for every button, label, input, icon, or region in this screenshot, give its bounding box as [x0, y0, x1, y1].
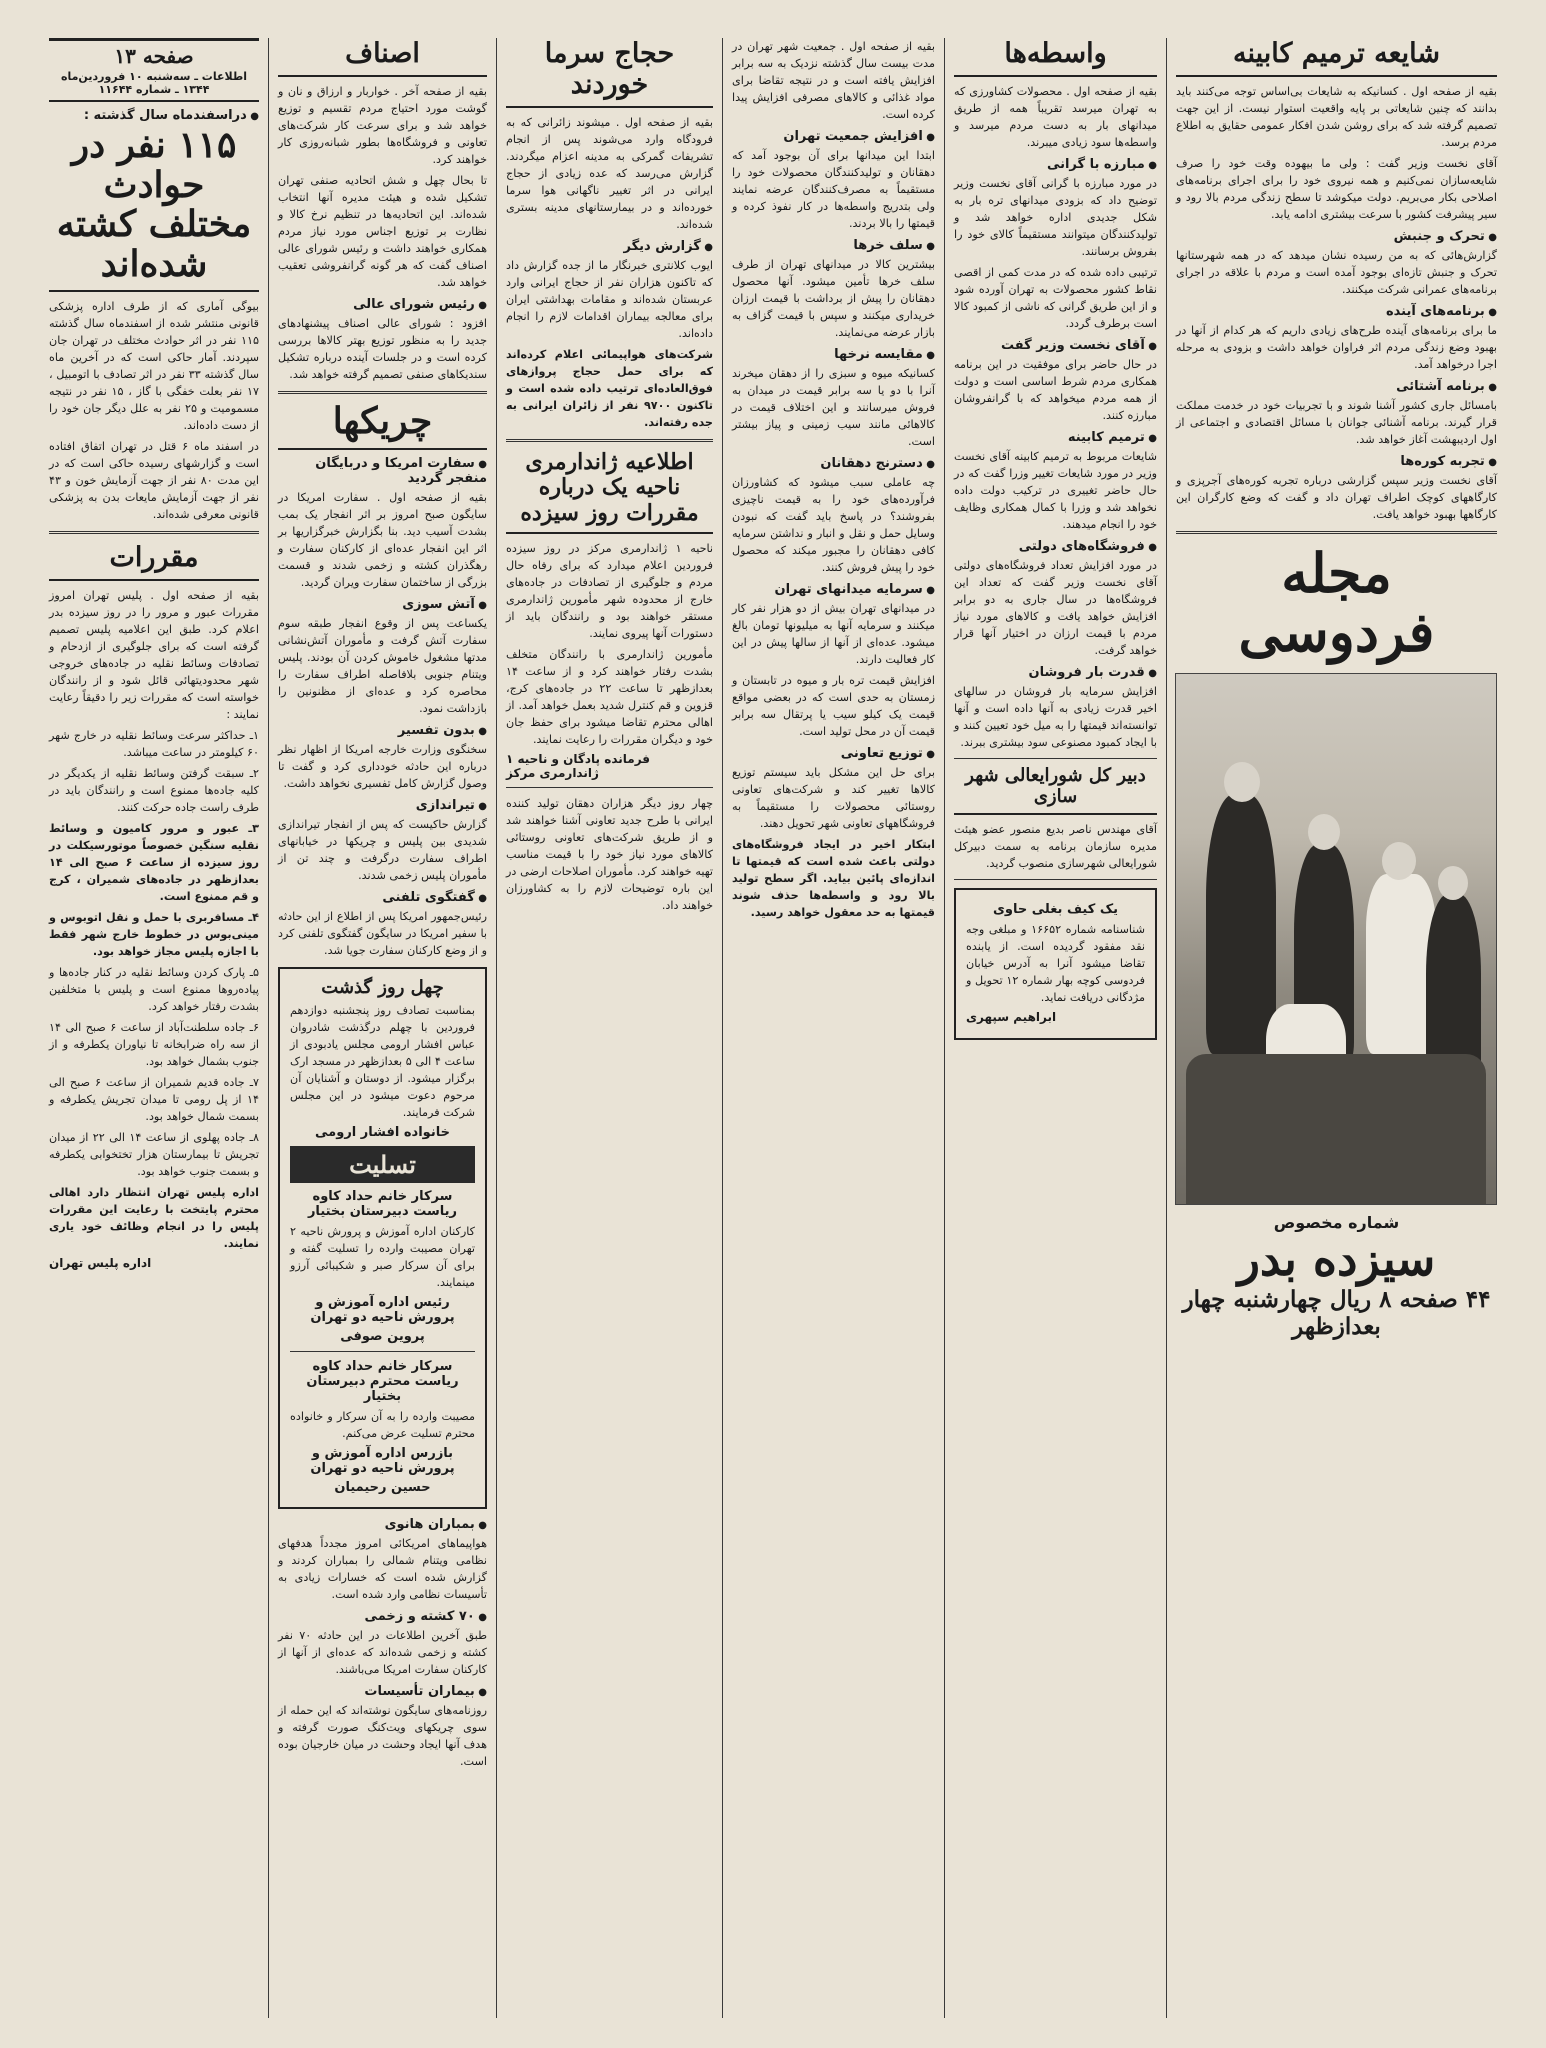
- ferdowsi-magazine-title: مجله فردوسی: [1238, 541, 1435, 665]
- memorial-signature: خانواده افشار ارومی: [315, 1124, 450, 1140]
- police-signature: اداره پلیس تهران: [49, 1256, 152, 1271]
- regulation-item: ۸ـ جاده پهلوی از ساعت ۱۴ الی ۲۲ از میدان تجریش تا بیمارستان هزار تختخوابی یکطرفه و بسمت جنوب خواهد بود.: [49, 1131, 259, 1179]
- article-text: بقیه از صفحه اول . کسانیکه به شایعات بی‌اساس توجه می‌کنند باید بدانند که چنین شایعاتی بر پایه واقعیت استوار نیست. از این جهت تصمیم گرفته شد که برای روشن شدن افکار عمومی حقایق به اطلاع مردم برسد.: [1176, 85, 1497, 150]
- condolence-2-text: مصیبت وارده را به آن سرکار و خانواده محترم تسلیت عرض می‌کنم.: [290, 1409, 475, 1440]
- column-grid: [40, 38, 1506, 2018]
- accidents-kicker: ● دراسفندماه سال گذشته :: [49, 108, 259, 123]
- article-text: بقیه از صفحه اول . جمعیت شهر تهران در مدت بیست سال گذشته نزدیک به سه برابر افزایش یافته است و در نتیجه تقاضا برای مواد غذائی و کالاهای مصرفی افزایش پیدا کرده است.: [732, 40, 935, 121]
- article-text: در مورد مبارزه با گرانی آقای نخست وزیر توضیح داد که بزودی میدانهای تره بار به شکل جدیدی اداره خواهد شد و تولیدکنندگان میتوانند مستقیماً کالای خود را بفروش برسانند.: [954, 177, 1157, 259]
- article-text: ابتکار اخیر در ایجاد فروشگاه‌های دولتی باعث شده است که قیمتها تا اندازه‌ای پائین بیاید. اگر سطح تولید بالا رود و واسطه‌ها حذف شوند قیمتها به حد معقول خواهد رسید.: [732, 838, 935, 919]
- headline-guilds: اصناف: [278, 38, 487, 77]
- divider: [278, 391, 487, 394]
- lost-wallet-text: شناسنامه شماره ۱۶۶۵۲ و مبلغی وجه نقد مفقود گردیده است. از یابنده تقاضا میشود آنرا به آدرس خیابان فردوسی کوچه بهار شماره ۱۲ تحویل و مژدگانی دریافت نماید.: [966, 923, 1146, 1005]
- subheading: ● سلف خرها: [732, 238, 935, 253]
- subheading: ● ترمیم کابینه: [954, 430, 1157, 445]
- article-text: رئیس‌جمهور امریکا پس از اطلاع از این حادثه با سفیر امریکا در سایگون گفتگوی تلفنی کرد و از وضع کارکنان سفارت جویا شد.: [278, 909, 487, 957]
- article-text: بقیه از صفحه اول . محصولات کشاورزی که به تهران میرسد تقریباً همه از طریق میدانهای بار به دست مردم میرسد و واسطه‌ها سود زیادی میبرند.: [954, 85, 1157, 150]
- subheading: ● دسترنج دهقانان: [732, 456, 935, 471]
- subheading: ● بدون تفسیر: [278, 723, 487, 738]
- column-pilgrims: [496, 38, 722, 2018]
- divider: [506, 439, 713, 442]
- special-issue-label: شماره مخصوص: [1273, 1212, 1400, 1232]
- condolence-1-name: پروین صوفی: [340, 1328, 425, 1344]
- article-text: چه عاملی سبب میشود که کشاورزان فرآورده‌های خود را به قیمت ناچیزی بفروشند؟ در پاسخ باید گفت که نبودن وسایل حمل و نقل و انبار و نداشتن سرمایه کافی دهقانان را مجبور میکند که محصول خود را پیش فروش کنند.: [732, 476, 935, 574]
- article-text: چهار روز دیگر هزاران دهقان تولید کننده ایرانی با طرح جدید تعاونی آشنا خواهند شد و از طریق شرکت‌های تعاونی روستائی کالاهای مورد نیاز خود را با قیمت مناسب تهیه خواهند کرد. مأموران اصلاحات ارضی در این باره توضیحات لازم را به کشاورزان خواهند داد.: [506, 796, 713, 912]
- headline-regulations: مقررات: [49, 542, 259, 581]
- subheading: ● تجربه کوره‌ها: [1176, 454, 1497, 469]
- subheading: ● آقای نخست وزیر گفت: [954, 338, 1157, 353]
- article-text: اداره پلیس تهران انتظار دارد اهالی محترم پایتخت با رعایت این مقررات پلیس را در انجام وظائف خود یاری نمایند.: [49, 1186, 259, 1251]
- condolence-1-title: سرکار خانم حداد کاوه ریاست دبیرستان بختیار: [307, 1188, 458, 1219]
- article-text: گزارش حاکیست که پس از انفجار تیراندازی شدیدی بین پلیس و چریکها در خیابانهای اطراف سفارت درگرفت و چند تن از مأموران پلیس زخمی شدند.: [278, 817, 487, 882]
- subheading: ● رئیس شورای عالی: [278, 297, 487, 312]
- article-text: در اسفند ماه ۶ قتل در تهران اتفاق افتاده است و گزارشهای رسیده حاکی است که در این مدت ۸۰ نفر از جهت آزمایش خون و ۴۳ نفر از جهت آزمایش مایعات بدن به پزشکی قانونی معرفی شده‌اند.: [49, 440, 260, 522]
- article-text: سخنگوی وزارت خارجه امریکا از اظهار نظر درباره این حادثه خودداری کرد و گفت تا وصول گزارش کامل تفسیری نخواهد داشت.: [278, 742, 487, 790]
- article-text: بقیه از صفحه اول . پلیس تهران امروز مقررات عبور و مرور را در روز سیزده بدر اعلام کرد. طبق این اعلامیه پلیس تصمیم گرفته است که برای جلوگیری از ازدحام و تصادفات وسائط نقلیه در جاده‌های خروجی شهر محدودیتهائی قائل شود و از رانندگان خواسته است که مقررات زیر را دقیقاً رعایت نمایند :: [49, 589, 259, 722]
- column-middlemen: [944, 38, 1166, 2018]
- regulation-item: ۷ـ جاده قدیم شمیران از ساعت ۶ صبح الی ۱۴ از پل رومی تا میدان تجریش یکطرفه و بسمت شمال خواهد بود.: [49, 1076, 260, 1124]
- subheading: ● برنامه آشتائی: [1176, 379, 1497, 394]
- article-text: هواپیماهای امریکائی امروز مجدداً هدفهای نظامی ویتنام شمالی را بمباران کردند و گزارش شده است که خسارات زیادی به تأسیسات نظامی وارد شده است.: [278, 1536, 487, 1601]
- article-text: ناحیه ۱ ژاندارمری مرکز در روز سیزده فروردین اعلام میدارد که برای رفاه حال مردم و جلوگیری از تصادفات در جاده‌های خارج از محدوده شهر مأمورین ژاندارمری مستقر خواهند بود و رانندگان باید از دستورات آنها پیروی نمایند.: [506, 541, 714, 640]
- divider: [1176, 531, 1497, 534]
- regulation-item: ۱ـ حداکثر سرعت وسائط نقلیه در خارج شهر ۶۰ کیلومتر در ساعت میباشد.: [49, 729, 259, 760]
- headline-pilgrims: حجاج سرما خوردند: [506, 38, 713, 108]
- column-guilds: [268, 38, 496, 2018]
- divider: [506, 787, 713, 788]
- article-text: افزود : شورای عالی اصناف پیشنهادهای جدید را به منظور توزیع بهتر کالاها بررسی کرده است و در جلسات آینده درباره تشکیل سندیکاهای صنفی تصمیم گرفته خواهد شد.: [278, 317, 487, 382]
- article-text: شرکت‌های هواپیمائی اعلام کرده‌اند که برای حمل حجاج پروازهای فوق‌العاده‌ای ترتیب داده شده است و تاکنون ۹۷۰۰ نفر از زائران ایرانی به جده رفته‌اند.: [506, 348, 713, 430]
- headline-middlemen: واسطه‌ها: [954, 38, 1157, 77]
- subheading: ● گفتگوی تلفنی: [278, 890, 487, 905]
- lost-wallet-signature: ابراهیم سپهری: [966, 1010, 1057, 1025]
- subheading: ● تیراندازی: [278, 798, 487, 813]
- column-tehran-markets: [722, 38, 944, 2018]
- subheading: ● بیماران تأسیسات: [278, 1684, 487, 1699]
- column-accidents-regulations: [40, 38, 268, 2018]
- condolence-banner: تسلیت: [290, 1146, 475, 1183]
- condolence-2-signature: بازرس اداره آموزش و پرورش ناحیه دو تهران: [310, 1445, 455, 1476]
- article-text: افزایش قیمت تره بار و میوه در تابستان و زمستان به حدی است که در بعضی مواقع قیمت یک کیلو سیب یا پرتقال سه برابر قیمت آن در محل تولید است.: [732, 674, 935, 738]
- subheading: ● بمباران هانوی: [278, 1517, 487, 1532]
- article-text: بقیه از صفحه آخر . خواربار و ارزاق و نان و گوشت مورد احتیاج مردم تقسیم و توزیع خواهد شد و برای سرعت کار شرکت‌های تعاونی و فروشگاه‌ها بطور شبانه‌روزی کار خواهند کرد.: [278, 85, 487, 167]
- lost-wallet-title: یک کیف بغلی حاوی: [992, 902, 1119, 918]
- article-text: برای حل این مشکل باید سیستم توزیع کالاها تغییر کند و شرکت‌های تعاونی روستائی محصولات را مستقیماً به فروشگاههای تعاونی شهر تحویل دهند.: [732, 766, 935, 830]
- headline-accidents: ۱۱۵ نفر در حوادث مختلف کشته شده‌اند: [49, 126, 259, 292]
- article-text: ابتدا این میدانها برای آن بوجود آمد که دهقانان و تولیدکنندگان محصولات خود را مستقیماً به مصرف‌کنندگان عرضه نمایند ولی بتدریج واسطه‌ها در کار نفوذ کرده و قیمتها را بالا بردند.: [732, 149, 935, 230]
- condolence-2-title: سرکار خانم حداد کاوه ریاست محترم دبیرستان بختیار: [306, 1358, 459, 1404]
- article-text: کسانیکه میوه و سبزی را از دهقان میخرند آنرا با دو یا سه برابر قیمت در میدان به فروش میرسانند و این اختلاف قیمت در کالاهائی مانند سیب زمینی و پیاز بیشتر است.: [732, 367, 935, 448]
- page-number: صفحه ۱۳: [114, 44, 194, 68]
- divider: [49, 531, 259, 534]
- article-text: ما برای برنامه‌های آینده طرح‌های زیادی داریم که هر کدام از آنها در بهبود وضع زندگی مردم اثر فراوان خواهد داشت و بزودی به مرحله اجرا درخواهد آمد.: [1176, 324, 1497, 372]
- subheading: ● تحرک و جنبش: [1176, 229, 1497, 244]
- article-text: گزارش‌هائی که به من رسیده نشان میدهد که در همه شهرستانها تحرک و جنبش تازه‌ای بوجود آمده است و مردم با علاقه در اجرای برنامه‌های عمرانی شرکت میکنند.: [1176, 249, 1497, 297]
- article-text: تا بحال چهل و شش اتحادیه صنفی تهران تشکیل شده و هیئت مدیره آنها انتخاب شده‌اند. این اتحادیه‌ها در تنظیم نرخ کالا و نظارت بر توزیع اجناس مورد نیاز مردم همکاری خواهند داشت و رئیس شورای عالی اصناف گفت که هر گونه گرانفروشی تعقیب خواهد شد.: [278, 174, 487, 290]
- regulation-item: ۵ـ پارک کردن وسائط نقلیه در کنار جاده‌ها و پیاده‌روها ممنوع است و پلیس با متخلفین بشدت رفتار خواهد کرد.: [49, 966, 259, 1014]
- headline-guerrillas: چریکها: [278, 402, 487, 450]
- memorial-title: چهل روز گذشت: [321, 976, 444, 998]
- headline-cabinet-rumor: شایعه ترمیم کابینه: [1176, 38, 1497, 77]
- article-text: طبق آخرین اطلاعات در این حادثه ۷۰ نفر کشته و زخمی شده‌اند که عده‌ای از آنها از کارکنان سفارت امریکا می‌باشند.: [278, 1628, 487, 1676]
- subheading: ● برنامه‌های آینده: [1176, 304, 1497, 319]
- guerrillas-kicker: ● سفارت امریکا و دربایگان منفجر گردید: [278, 456, 487, 486]
- article-text: آقای مهندس ناصر بدیع منصور عضو هیئت مدیره سازمان برنامه به سمت دبیرکل شورایعالی شهرسازی منصوب گردید.: [954, 823, 1157, 871]
- article-text: یکساعت پس از وقوع انفجار طبقه سوم سفارت آتش گرفت و مأموران آتش‌نشانی مدتها مشغول خاموش کردن آن بودند. پلیس ویتنام جنوبی بلافاصله اطراف سفارت را محاصره کرد و عده‌ای از مظنونین را بازداشت نمود.: [278, 616, 487, 715]
- article-text: بامسائل جاری کشور آشنا شوند و با تجربیات خود در خدمت مملکت قرار گیرند. برنامه آشنائی جوانان با مسائل اقتصادی و اجتماعی از اول اردیبهشت آغاز خواهد شد.: [1176, 399, 1497, 447]
- memorial-text: بمناسبت تصادف روز پنجشنبه دوازدهم فروردین با چهلم درگذشت شادروان عباس افشار ارومی مجلس یادبودی از ساعت ۴ الی ۵ بعدازظهر در مسجد ارک برگزار میشود. از دوستان و آشنایان آن مرحوم دعوت میشود در این مجلس شرکت فرمایند.: [290, 1003, 476, 1119]
- article-text: بقیه از صفحه اول . سفارت امریکا در سایگون صبح امروز بر اثر انفجار یک بمب بشدت آسیب دید. بنا بگزارش خبرگزاریها بر اثر این انفجار عده‌ای از کارکنان سفارت و رهگذران کشته و زخمی شدند و قسمت بزرگی از ساختمان سفارت ویران گردید.: [278, 490, 487, 589]
- page-header: [49, 38, 259, 102]
- article-text: ایوب کلانتری خبرنگار ما از جده گزارش داد که تاکنون هزاران نفر از حجاج ایرانی وارد عربستان شده‌اند و مقامات بهداشتی ایران برای معالجه بیماران اقدامات لازم را انجام داده‌اند.: [506, 259, 713, 341]
- subheading: ● توزیع تعاونی: [732, 746, 935, 761]
- regulation-item: ۴ـ مسافربری با حمل و نقل اتوبوس و مینی‌بوس در خطوط خارج شهر فقط با اجازه پلیس مجاز خواهد بود.: [49, 911, 259, 959]
- article-text: در حال حاضر برای موفقیت در این برنامه همکاری مردم شرط اساسی است و دولت از همه مردم میخواهد که با گرانفروشان مبارزه کنند.: [954, 358, 1157, 423]
- special-issue-title: سیزده بدر: [1237, 1231, 1436, 1286]
- article-text: شایعات مربوط به ترمیم کابینه آقای نخست وزیر در مورد شایعات تغییر وزرا گفت که در حال حاضر تغییری در ترکیب دولت داده نخواهد شد و وزرا با کمال همکاری وظایف خود را انجام میدهند.: [954, 450, 1157, 532]
- article-text: در میدانهای تهران بیش از دو هزار نفر کار میکنند و سرمایه آنها به میلیونها تومان بالغ میشود. عده‌ای از آنها از سالها پیش در این کار فعالیت دارند.: [732, 602, 935, 666]
- subheading: ● افزایش جمعیت تهران: [732, 129, 935, 144]
- lost-wallet-notice: [954, 888, 1157, 1040]
- special-issue-price-line: ۴۴ صفحه ۸ ریال چهارشنبه چهار بعدازظهر: [1182, 1286, 1491, 1341]
- magazine-photo-picnic: [1175, 673, 1497, 1205]
- regulation-item: ۶ـ جاده سلطنت‌آباد از ساعت ۶ صبح الی ۱۴ از سه راه ضرابخانه تا نیاوران یکطرفه و از جنوب بشمال خواهد بود.: [49, 1021, 259, 1069]
- article-text: بیشترین کالا در میدانهای تهران از طرف سلف خرها تأمین میشود. آنها محصول دهقانان را پیش از برداشت با قیمت ارزان خریداری میکنند و سپس با قیمت گزاف به بازار عرضه می‌نمایند.: [732, 258, 935, 339]
- condolence-2-name: حسین رحیمیان: [334, 1479, 431, 1495]
- subheading: ● مبارزه با گرانی: [954, 157, 1157, 172]
- subheading: ● گزارش دیگر: [506, 239, 713, 254]
- regulation-item: ۲ـ سبقت گرفتن وسائط نقلیه از یکدیگر در کلیه جاده‌ها ممنوع است و رانندگان باید در طرف راست جاده حرکت کنند.: [49, 767, 259, 815]
- gendarmerie-signature: فرمانده پادگان و ناحیه ۱ ژاندارمری مرکز: [506, 751, 651, 780]
- column-cabinet-rumor: [1166, 38, 1506, 2018]
- subheading: ● قدرت بار فروشان: [954, 665, 1157, 680]
- article-text: بیوگی آماری که از طرف اداره پزشکی قانونی منتشر شده از اسفندماه سال گذشته ۱۱۵ نفر در اثر حوادث مختلف در تهران جان سپردند. آمار حاکی است که در آخرین ماه سال گذشته ۳۳ نفر در اثر تصادف با اتومبیل ، ۱۷ نفر بعلت خفگی با گاز ، ۱۵ نفر در نتیجه مسمومیت و ۲۵ نفر به علل دیگر جان خود را از دست داده‌اند.: [49, 300, 260, 433]
- subheading: ● فروشگاه‌های دولتی: [954, 539, 1157, 554]
- article-text: در مورد افزایش تعداد فروشگاه‌های دولتی آقای نخست وزیر گفت که تعداد این فروشگاه‌ها در سال جاری به دو برابر افزایش خواهد یافت و کالاهای مورد نیاز مردم با قیمت ارزان در اختیار آنها قرار خواهد گرفت.: [954, 559, 1157, 658]
- subheading: ● سرمایه میدانهای تهران: [732, 582, 935, 597]
- issue-line: اطلاعات ـ سه‌شنبه ۱۰ فروردین‌ماه ۱۳۴۴ ـ شماره ۱۱۶۴۴: [61, 70, 247, 96]
- headline-urban-council: دبیر کل شورایعالی شهر سازی: [954, 766, 1157, 815]
- article-text: افزایش سرمایه بار فروشان در سالهای اخیر قدرت زیادی به آنها داده است و آنها توانسته‌اند قیمتها را به میل خود تعیین کنند و با ایجاد کمبود مصنوعی سود بیشتری ببرند.: [954, 685, 1157, 750]
- headline-gendarmerie-notice: اطلاعیه ژاندارمری ناحیه یک درباره مقررات روز سیزده: [506, 450, 713, 534]
- condolence-1-signature: رئیس اداره آموزش و پرورش ناحیه دو تهران: [310, 1294, 455, 1325]
- divider: [954, 758, 1157, 759]
- memorial-notice-box: [278, 967, 487, 1509]
- subheading: ● مقایسه نرخها: [732, 347, 935, 362]
- subheading: ● ۷۰ کشته و زخمی: [278, 1609, 487, 1624]
- article-text: آقای نخست وزیر سپس گزارشی درباره تجربه کوره‌های آجرپزی و کارگاههای کوچک اطراف تهران داد و گفت که وضع کارگران این کارگاهها بهبود خواهد یافت.: [1176, 474, 1497, 522]
- condolence-1-text: کارکنان اداره آموزش و پرورش ناحیه ۲ تهران مصیبت وارده را تسلیت گفته و برای آن سرکار صبر و شکیبائی آرزو مینمایند.: [290, 1224, 475, 1289]
- article-text: مأمورین ژاندارمری با رانندگان متخلف بشدت رفتار خواهند کرد و از ساعت ۱۴ بعدازظهر تا ساعت ۲۲ در جاده‌های کرج، قزوین و قم کنترل شدید بعمل خواهد آمد. از اهالی محترم تقاضا میشود برای حفظ جان خود و دیگران مقررات را رعایت نمایند.: [506, 647, 713, 746]
- article-text: روزنامه‌های سایگون نوشته‌اند که این حمله از سوی چریکهای ویت‌کنگ صورت گرفته و هدف آنها ایجاد وحشت در میان خارجیان بوده است.: [278, 1703, 487, 1768]
- subheading: ● آتش سوزی: [278, 597, 487, 612]
- article-text: ترتیبی داده شده که در مدت کمی از اقصی نقاط کشور محصولات به تهران آورده شود و از این طریق گرانی که ناشی از کمبود کالا است برطرف گردد.: [954, 266, 1157, 331]
- article-text: بقیه از صفحه اول . میشوند زائرانی که به فرودگاه وارد می‌شوند پس از انجام تشریفات گمرکی به مدینه اعزام میگردند. گزارش می‌رسد که عده زیادی از حجاج ایرانی در اثر تغییر ناگهانی هوا سرما خورده‌اند و در بیمارستانهای مدینه بستری شده‌اند.: [506, 116, 713, 232]
- article-text: آقای نخست وزیر گفت : ولی ما بیهوده وقت خود را صرف شایعه‌سازان نمی‌کنیم و همه نیروی خود را برای اجرای برنامه‌های اصلاحی بکار می‌بریم. دولت میکوشد تا سطح زندگی مردم بالا رود و سیر پیشرفت کشور با سرعت بیشتری ادامه یابد.: [1176, 157, 1497, 222]
- regulation-item: ۳ـ عبور و مرور کامیون و وسائط نقلیه سنگین خصوصاً موتورسیکلت در روز سیزده از ساعت ۶ صبح الی ۱۴ بعدازظهر در جاده‌های شمیران ، کرج و قم ممنوع است.: [49, 822, 259, 904]
- divider: [954, 879, 1157, 880]
- divider: [290, 1351, 475, 1352]
